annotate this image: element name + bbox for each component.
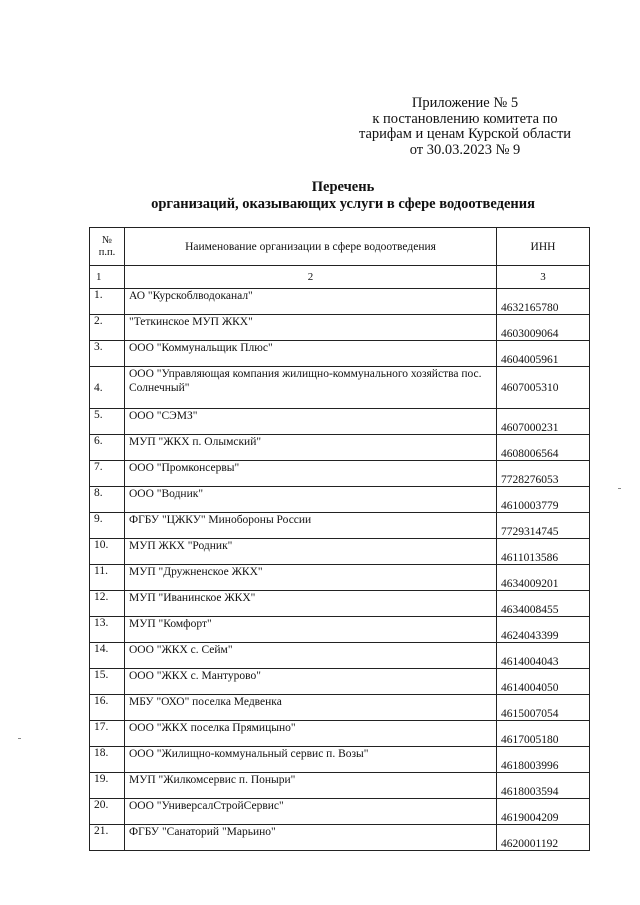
organization-inn: 4618003996 [497, 747, 590, 773]
row-number: 14. [90, 643, 125, 669]
organization-inn: 4608006564 [497, 435, 590, 461]
organization-inn: 4614004043 [497, 643, 590, 669]
organization-inn: 4634008455 [497, 591, 590, 617]
organization-name: ФГБУ "ЦЖКУ" Минобороны России [125, 513, 497, 539]
row-number: 18. [90, 747, 125, 773]
organization-name: ООО "Жилищно-коммунальный сервис п. Возы" [125, 747, 497, 773]
row-number: 12. [90, 591, 125, 617]
row-number: 16. [90, 695, 125, 721]
row-number: 3. [90, 341, 125, 367]
row-number: 9. [90, 513, 125, 539]
row-number: 7. [90, 461, 125, 487]
row-number: 1. [90, 289, 125, 315]
appendix-header [340, 96, 590, 158]
organization-name: МУП "ЖКХ п. Олымский" [125, 435, 497, 461]
organization-inn: 4614004050 [497, 669, 590, 695]
row-number: 19. [90, 773, 125, 799]
table-row [90, 747, 590, 773]
table-row [90, 367, 590, 409]
row-number: 21. [90, 825, 125, 851]
organization-inn: 4617005180 [497, 721, 590, 747]
organization-name: МУП "Иванинское ЖКХ" [125, 591, 497, 617]
organization-inn: 7729314745 [497, 513, 590, 539]
table-row [90, 617, 590, 643]
row-number: 17. [90, 721, 125, 747]
column-index-row [90, 266, 590, 289]
organization-inn: 7728276053 [497, 461, 590, 487]
organization-inn: 4620001192 [497, 825, 590, 851]
table-row [90, 799, 590, 825]
table-row [90, 341, 590, 367]
organization-inn: 4603009064 [497, 315, 590, 341]
organization-name: МУП "Жилкомсервис п. Поныри" [125, 773, 497, 799]
organization-inn: 4634009201 [497, 565, 590, 591]
appendix-committee: тарифам и ценам Курской области [358, 126, 572, 142]
table-row [90, 513, 590, 539]
table-row [90, 409, 590, 435]
table-row [90, 825, 590, 851]
scan-speck [618, 488, 621, 489]
organization-inn: 4607000231 [497, 409, 590, 435]
header-inn: ИНН [497, 228, 590, 266]
organization-name: ООО "Водник" [125, 487, 497, 513]
organization-name: ООО "Промконсервы" [125, 461, 497, 487]
organization-inn: 4619004209 [497, 799, 590, 825]
table-row [90, 289, 590, 315]
organization-inn: 4604005961 [497, 341, 590, 367]
row-number: 6. [90, 435, 125, 461]
appendix-reference: к постановлению комитета по [372, 110, 558, 127]
organization-name: МБУ "ОХО" поселка Медвенка [125, 695, 497, 721]
row-number: 4. [90, 367, 125, 409]
organizations-table [89, 227, 590, 851]
column-index: 1 [90, 266, 125, 289]
organization-inn: 4607005310 [497, 367, 590, 409]
table-row [90, 773, 590, 799]
table-row [90, 539, 590, 565]
table-row [90, 643, 590, 669]
row-number: 15. [90, 669, 125, 695]
organization-name: МУП ЖКХ "Родник" [125, 539, 497, 565]
organization-inn: 4610003779 [497, 487, 590, 513]
row-number: 20. [90, 799, 125, 825]
document-title [100, 179, 586, 213]
row-number: 10. [90, 539, 125, 565]
organization-name: ООО "Управляющая компания жилищно-коммунального хозяйства пос. Солнечный" [125, 367, 497, 409]
row-number: 5. [90, 409, 125, 435]
organization-name: ФГБУ "Санаторий "Марьино" [125, 825, 497, 851]
table-row [90, 591, 590, 617]
table-header-row [90, 228, 590, 266]
table-row [90, 487, 590, 513]
row-number: 8. [90, 487, 125, 513]
organization-inn: 4611013586 [497, 539, 590, 565]
organization-name: ООО "ЖКХ с. Сейм" [125, 643, 497, 669]
appendix-date: от 30.03.2023 № 9 [409, 141, 521, 158]
header-number: № п.п. [90, 228, 125, 266]
appendix-number: Приложение № 5 [411, 95, 519, 111]
organization-inn: 4632165780 [497, 289, 590, 315]
organization-inn: 4618003594 [497, 773, 590, 799]
organization-name: ООО "УниверсалСтройСервис" [125, 799, 497, 825]
organization-name: МУП "Комфорт" [125, 617, 497, 643]
table-row [90, 315, 590, 341]
table-row [90, 669, 590, 695]
scan-speck [18, 738, 21, 739]
organization-name: ООО "Коммунальщик Плюс" [125, 341, 497, 367]
table-row [90, 721, 590, 747]
row-number: 2. [90, 315, 125, 341]
table-row [90, 695, 590, 721]
title-subtitle: организаций, оказывающих услуги в сфере водоотведения [151, 196, 535, 212]
header-name: Наименование организации в сфере водоотведения [125, 228, 497, 266]
column-index: 3 [497, 266, 590, 289]
organization-inn: 4615007054 [497, 695, 590, 721]
organization-inn: 4624043399 [497, 617, 590, 643]
organization-name: ООО "ЖКХ с. Мантурово" [125, 669, 497, 695]
organization-name: ООО "ЖКХ поселка Прямицыно" [125, 721, 497, 747]
table-row [90, 565, 590, 591]
table-row [90, 461, 590, 487]
title-main: Перечень [311, 179, 375, 195]
organization-name: ООО "СЭМЗ" [125, 409, 497, 435]
organization-name: "Теткинское МУП ЖКХ" [125, 315, 497, 341]
column-index: 2 [125, 266, 497, 289]
row-number: 13. [90, 617, 125, 643]
organization-name: МУП "Дружненское ЖКХ" [125, 565, 497, 591]
table-row [90, 435, 590, 461]
organization-name: АО "Курскоблводоканал" [125, 289, 497, 315]
row-number: 11. [90, 565, 125, 591]
